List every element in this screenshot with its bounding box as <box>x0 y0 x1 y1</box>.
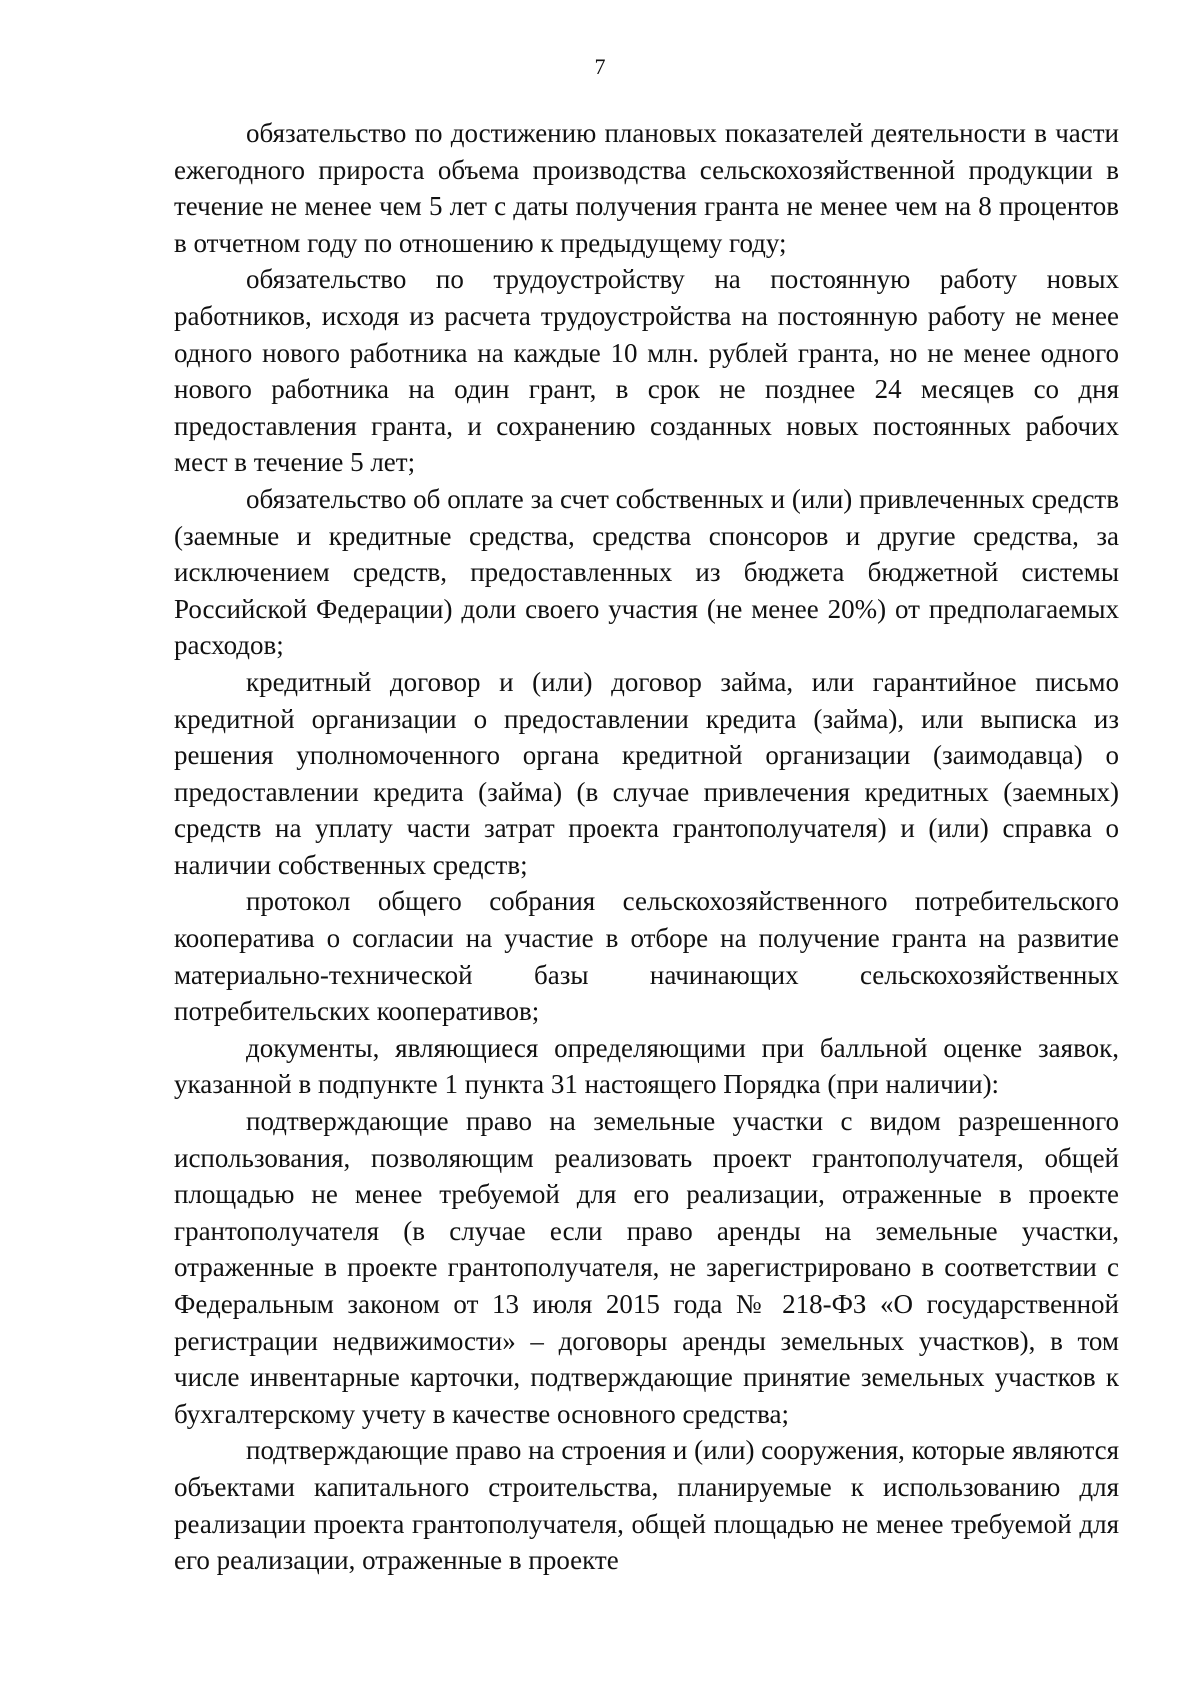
document-body <box>174 115 1119 1579</box>
paragraph-employment-obligation: обязательство по трудоустройству на постоянную работу новых работников, исходя из расчета трудоустройства на постоянную работу не менее одного нового работника на каждые 10 млн. рублей гранта, но не менее одного нового работника на один грант, в срок не позднее 24 месяцев со дня предоставления гранта, и сохранению созданных новых постоянных рабочих мест в течение 5 лет; <box>174 264 1119 478</box>
paragraph-plan-indicators: обязательство по достижению плановых показателей деятельности в части ежегодного прироста объема производства сельскохозяйственной продукции в течение не менее чем 5 лет с даты получения гранта не менее чем на 8 процентов в отчетном году по отношению к предыдущему году; <box>174 118 1119 258</box>
paragraph-scoring-documents: документы, являющиеся определяющими при балльной оценке заявок, указанной в подпункте 1 пункта 31 настоящего Порядка (при наличии): <box>174 1032 1119 1100</box>
page-number: 7 <box>594 54 606 79</box>
paragraph-credit-agreement: кредитный договор и (или) договор займа, или гарантийное письмо кредитной организации о предоставлении кредита (займа), или выписка из решения уполномоченного органа кредитной организации (заимодавца) о предоставлении кредита (займа) (в случае привлечения кредитных (заемных) средств на уплату части затрат проекта грантополучателя) и (или) справка о наличии собственных средств; <box>174 666 1119 880</box>
paragraph-cooperative-protocol: протокол общего собрания сельскохозяйственного потребительского кооператива о согласии на участие в отборе на получение гранта на развитие материально-технической базы начинающих сельскохозяйственных потребительских кооперативов; <box>174 886 1119 1027</box>
paragraph-land-rights: подтверждающие право на земельные участки с видом разрешенного использования, позволяющим реализовать проект грантополучателя, общей площадью не менее требуемой для его реализации, отраженные в проекте грантополучателя (в случае если право аренды на земельные участки, отраженные в проекте грантополучателя, не зарегистрировано в соответствии с Федеральным законом от 13 июля 2015 года № 218-ФЗ «О государственной регистрации недвижимости» – договоры аренды земельных участков), в том числе инвентарные карточки, подтверждающие принятие земельных участков к бухгалтерскому учету в качестве основного средства; <box>174 1106 1119 1429</box>
paragraph-building-rights: подтверждающие право на строения и (или) сооружения, которые являются объектами капитального строительства, планируемые к использованию для реализации проекта грантополучателя, общей площадью не менее требуемой для его реализации, отраженные в проекте <box>174 1435 1119 1576</box>
paragraph-cofinancing-obligation: обязательство об оплате за счет собственных и (или) привлеченных средств (заемные и кредитные средства, средства спонсоров и другие средства, за исключением средств, предоставленных из бюджета бюджетной системы Российской Федерации) доли своего участия (не менее 20%) от предполагаемых расходов; <box>174 483 1119 661</box>
